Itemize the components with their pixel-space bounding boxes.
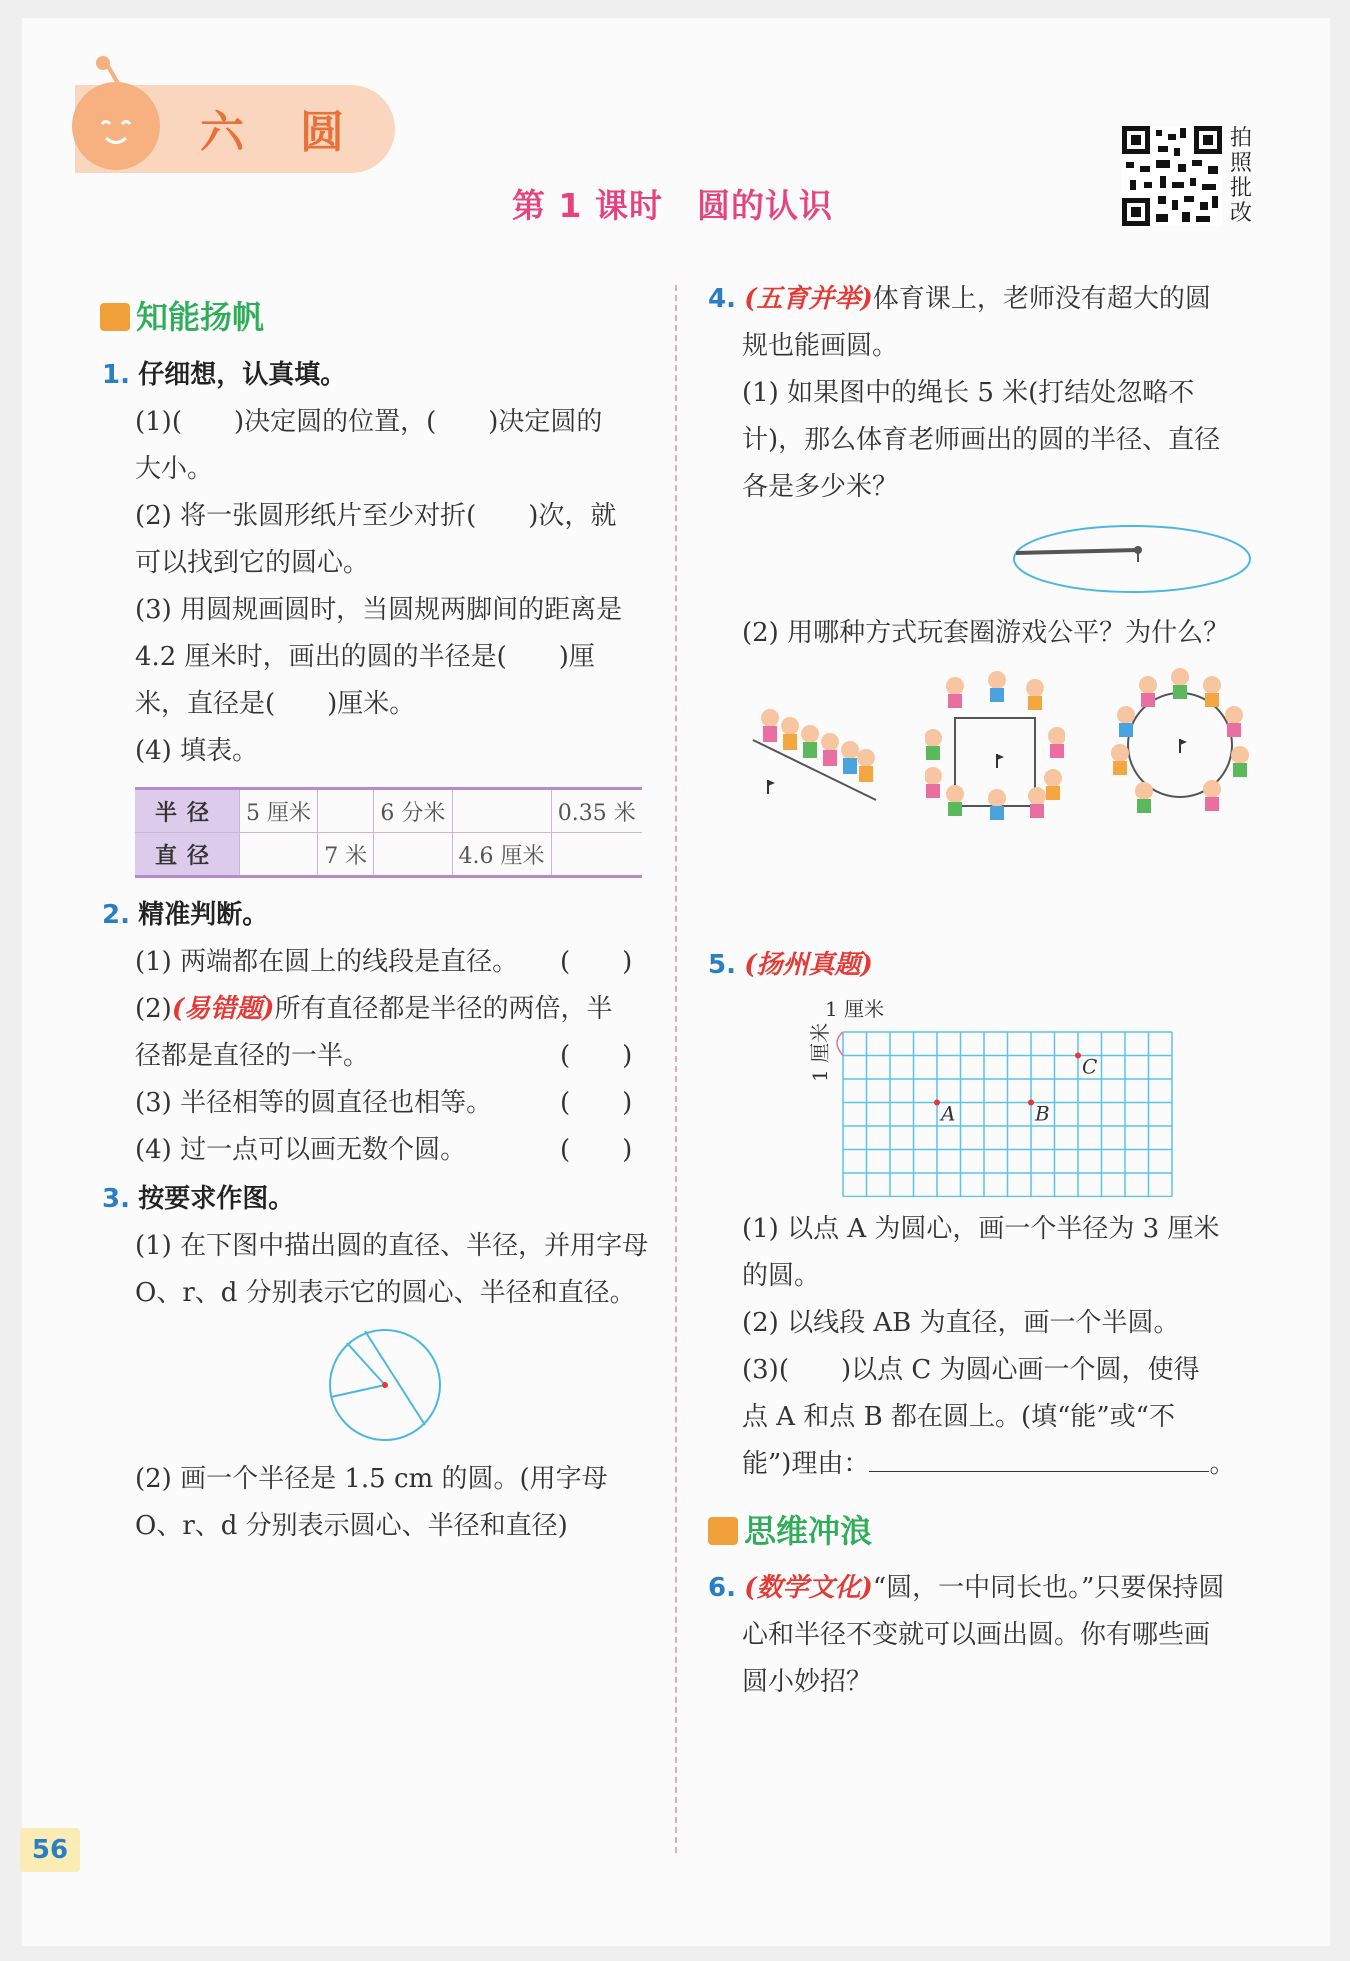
wave-icon (708, 1517, 738, 1545)
q2-line3: 径都是直径的一半。 (135, 1041, 370, 1071)
grid-unit-horizontal: 1 厘米 (825, 997, 885, 1021)
q3-line4: O、r、d 分别表示圆心、半径和直径) (135, 1511, 568, 1541)
q2-line2 (135, 992, 612, 1026)
q4-number: 4. (708, 284, 736, 314)
q6-line1: “圆，一中同长也。”只要保持圆 (872, 1573, 1225, 1603)
reason-answer-line[interactable] (869, 1449, 1209, 1472)
q1-line1: (1)( )决定圆的位置，( )决定圆的 (135, 407, 603, 437)
q1-line3: (2) 将一张圆形纸片至少对折( )次，就 (135, 501, 617, 531)
point-label-b: B (1035, 1101, 1050, 1126)
error-prone-tag: (易错题) (171, 994, 275, 1024)
q2-heading (102, 898, 268, 932)
table-cell: 5 厘米 (240, 789, 318, 833)
q4-line3: (1) 如果图中的绳长 5 米(打结处忽略不 (742, 378, 1195, 408)
q1-line2: 大小。 (135, 454, 214, 484)
chapter-title: 圆 (300, 107, 344, 158)
q3-line1: (1) 在下图中描出圆的直径、半径，并用字母 (135, 1231, 649, 1261)
answer-paren[interactable]: ( ) (560, 1088, 633, 1118)
q1-line5: (3) 用圆规画圆时，当圆规两脚间的距离是 (135, 595, 623, 625)
square-formation-figure (925, 668, 1065, 828)
section-heading-text: 思维冲浪 (744, 1512, 873, 1550)
q3-line3: (2) 画一个半径是 1.5 cm 的圆。(用字母 (135, 1464, 608, 1494)
q1-line7: 米，直径是( )厘米。 (135, 689, 416, 719)
point-label-c: C (1082, 1054, 1098, 1079)
table-header-radius: 半径 (135, 789, 240, 833)
sail-icon (100, 303, 130, 331)
q6-heading (708, 1571, 1224, 1605)
q4-line2: 规也能画圆。 (742, 331, 899, 361)
unit-bracket (837, 1032, 843, 1056)
q1-number: 1. (102, 360, 130, 390)
grid-unit-vertical: 1 厘米 (808, 1022, 832, 1082)
q1-line6: 4.2 厘米时，画出的圆的半径是( )厘 (135, 642, 595, 672)
section-heading-zhineng (100, 292, 264, 338)
reason-period: 。 (1209, 1449, 1236, 1479)
circle-figure (325, 1325, 445, 1445)
table-cell (374, 833, 452, 877)
grid-lines (837, 1032, 1172, 1197)
q4-heading (708, 282, 1211, 316)
q3-number: 3. (102, 1184, 130, 1214)
rope-circle-figure (1010, 522, 1255, 597)
q6-line3: 圆小妙招？ (742, 1667, 873, 1697)
q2-title: 精准判断。 (138, 900, 269, 930)
q5-heading (708, 948, 873, 982)
q6-tag: (数学文化) (744, 1573, 873, 1603)
q5-line6 (742, 1447, 1235, 1481)
q5-line3: (2) 以线段 AB 为直径，画一个半圆。 (742, 1308, 1180, 1338)
q5-number: 5. (708, 950, 736, 980)
table-cell: 6 分米 (374, 789, 452, 833)
point-c (1075, 1053, 1081, 1059)
table-cell (551, 833, 642, 877)
q2-line2-text: 所有直径都是半径的两倍，半 (274, 994, 613, 1024)
lesson-title: 第 1 课时 圆的认识 (512, 186, 833, 225)
q4-line6: (2) 用哪种方式玩套圈游戏公平？为什么？ (742, 618, 1230, 648)
q1-heading (102, 358, 346, 392)
q4-tag: (五育并举) (744, 284, 873, 314)
table-cell: 7 米 (318, 833, 374, 877)
q5-line5: 点 A 和点 B 都在圆上。(填“能”或“不 (742, 1402, 1175, 1432)
section-heading-text: 知能扬帆 (136, 298, 265, 336)
point-a (934, 1100, 940, 1106)
section-heading-siwei (708, 1506, 872, 1552)
qr-label: 拍照批改 (1230, 126, 1253, 226)
q3-heading (102, 1182, 294, 1216)
q6-number: 6. (708, 1573, 736, 1603)
table-cell (452, 789, 551, 833)
grid-figure (795, 992, 1195, 1197)
chapter-number: 六 (200, 107, 244, 158)
answer-paren[interactable]: ( ) (560, 1135, 633, 1165)
q4-line5: 各是多少米？ (742, 472, 899, 502)
column-divider (675, 285, 677, 1853)
q4-line4: 计)，那么体育老师画出的圆的半径、直径 (742, 425, 1221, 455)
table-cell (240, 833, 318, 877)
q2-number: 2. (102, 900, 130, 930)
table-cell: 4.6 厘米 (452, 833, 551, 877)
q6-line2: 心和半径不变就可以画出圆。你有哪些画 (742, 1620, 1211, 1650)
q5-tag: (扬州真题) (744, 950, 873, 980)
q3-line2: O、r、d 分别表示它的圆心、半径和直径。 (135, 1278, 636, 1308)
smiling-sun-icon (72, 82, 160, 170)
point-label-a: A (941, 1101, 956, 1126)
q5-line4: (3)( )以点 C 为圆心画一个圆，使得 (742, 1355, 1200, 1385)
table-cell (318, 789, 374, 833)
q5-line2: 的圆。 (742, 1261, 821, 1291)
answer-paren[interactable]: ( ) (560, 1041, 633, 1071)
q2-sub-index: (2) (135, 994, 172, 1024)
table-header-diameter: 直径 (135, 833, 240, 877)
sun-antenna-ball (96, 56, 110, 70)
qr-code-icon[interactable] (1122, 126, 1222, 226)
q4-line1: 体育课上，老师没有超大的圆 (872, 284, 1211, 314)
table-cell: 0.35 米 (551, 789, 642, 833)
q2-line1: (1) 两端都在圆上的线段是直径。 (135, 947, 519, 977)
grid-points (934, 1053, 1097, 1126)
table-row-diameter (135, 833, 642, 877)
page-number: 56 (20, 1828, 80, 1872)
q5-line1: (1) 以点 A 为圆心，画一个半径为 3 厘米 (742, 1214, 1220, 1244)
q1-line4: 可以找到它的圆心。 (135, 548, 370, 578)
q3-title: 按要求作图。 (138, 1184, 295, 1214)
point-b (1028, 1100, 1034, 1106)
line-formation-figure (748, 668, 883, 808)
reason-label: 能”)理由： (742, 1449, 870, 1479)
q2-line4: (3) 半径相等的圆直径也相等。 (135, 1088, 493, 1118)
circle-formation-figure (1108, 665, 1253, 815)
q1-title: 仔细想，认真填。 (138, 360, 347, 390)
radius-diameter-table (135, 787, 642, 878)
table-row-radius (135, 789, 642, 833)
q2-line5: (4) 过一点可以画无数个圆。 (135, 1135, 467, 1165)
q1-line8: (4) 填表。 (135, 736, 259, 766)
answer-paren[interactable]: ( ) (560, 947, 633, 977)
